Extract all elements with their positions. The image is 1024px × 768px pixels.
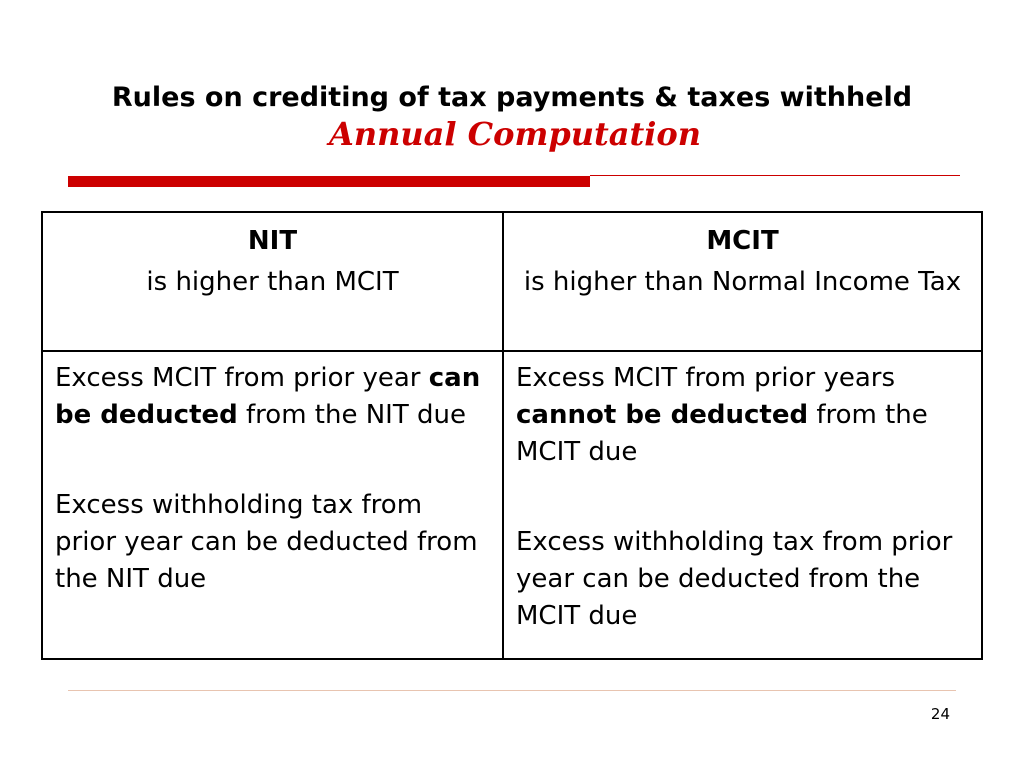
mcit-rule-text-pre: Excess MCIT from prior years — [516, 363, 896, 393]
nit-rule-text-post: from the NIT due — [237, 400, 466, 430]
footer-rule — [68, 690, 956, 691]
nit-header-description: is higher than MCIT — [146, 267, 399, 297]
nit-header-cell — [42, 212, 503, 351]
mcit-rules-cell — [503, 351, 982, 659]
mcit-header-title: MCIT — [706, 226, 779, 256]
mcit-rule-text-bold: cannot be deducted — [516, 400, 809, 430]
table-header-row — [42, 212, 982, 351]
nit-rules-cell — [42, 351, 503, 659]
header-rule — [590, 175, 960, 176]
comparison-table — [41, 211, 983, 660]
mcit-header-description: is higher than Normal Income Tax — [523, 267, 962, 297]
nit-rule-text-bold: can be deducted — [55, 363, 481, 430]
table-body-row — [42, 351, 982, 659]
nit-header-title: NIT — [247, 226, 298, 256]
nit-rule-text-pre: Excess MCIT from prior year — [55, 363, 429, 393]
mcit-rule-text-post: from the MCIT due — [516, 400, 928, 467]
nit-withholding-rule: Excess withholding tax from prior year can be deducted from the NIT due — [55, 490, 478, 594]
page-number: 24 — [930, 705, 950, 723]
nit-excess-mcit-rule — [55, 360, 490, 434]
slide-subtitle: Annual Computation — [328, 115, 702, 153]
accent-bar — [68, 176, 590, 187]
mcit-excess-mcit-rule — [516, 360, 969, 471]
mcit-header-cell — [503, 212, 982, 351]
slide-title: Rules on crediting of tax payments & taxes withheld — [111, 82, 913, 113]
mcit-withholding-rule: Excess withholding tax from prior year can be deducted from the MCIT due — [516, 527, 953, 631]
